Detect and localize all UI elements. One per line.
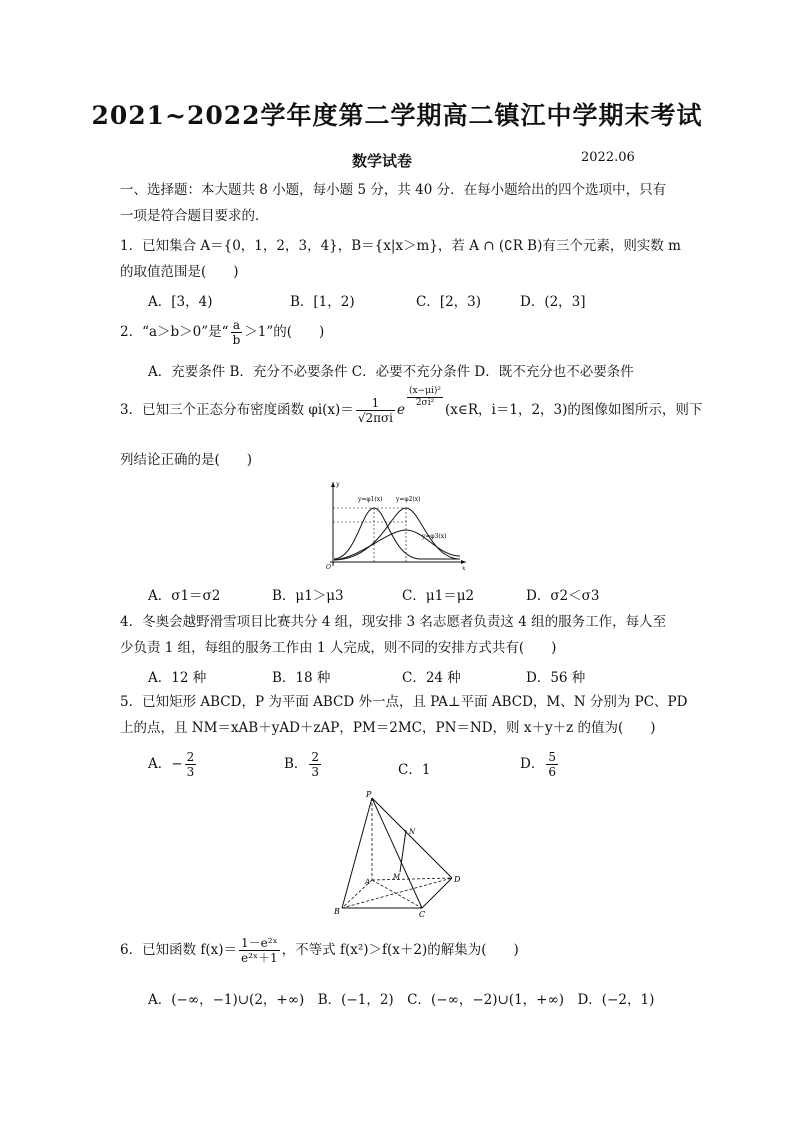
q4-option-c: C．24 种 <box>402 670 461 686</box>
q4-option-a: A．12 种 <box>148 670 207 686</box>
q6-suffix: ，不等式 f(x²)＞f(x＋2)的解集为( ) <box>281 942 519 958</box>
label-D: D <box>454 875 461 884</box>
label-M: M <box>393 873 401 881</box>
graph-label-y: y <box>336 481 340 488</box>
q5-option-a <box>148 750 198 779</box>
q3-normal-curves-graph <box>320 478 470 570</box>
q5-line1: 5．已知矩形 ABCD，P 为平面 ABCD 外一点，且 PA⊥平面 ABCD，M、N 分别为 PC、PD <box>120 694 688 710</box>
q4-option-b: B．18 种 <box>272 670 331 686</box>
q2-frac-den: b <box>232 333 241 347</box>
x-axis-arrow <box>461 560 466 564</box>
q3-suffix: (x∈R，i＝1，2，3)的图像如图所示，则下 <box>445 402 703 418</box>
q3-exp-den: 2σi² <box>415 398 435 408</box>
exam-date: 2022.06 <box>581 150 635 165</box>
q5-option-b <box>284 750 323 779</box>
q6-frac-num: 1－e²ˣ <box>241 936 278 950</box>
graph-label-x: x <box>462 565 466 570</box>
q3-stem <box>120 386 703 425</box>
q5-option-b-den: 3 <box>311 765 320 779</box>
exam-title: 2021~2022学年度第二学期高二镇江中学期末考试 <box>91 101 703 130</box>
q2-suffix: ＞1”的( ) <box>244 324 325 340</box>
edge-AD <box>372 878 452 880</box>
q3-option-a: A．σ1＝σ2 <box>148 588 221 604</box>
q2-stem <box>120 318 324 347</box>
q2-options: A．充要条件 B．充分不必要条件 C．必要不充分条件 D．既不充分也不必要条件 <box>148 364 634 380</box>
q6-stem <box>120 936 519 965</box>
edge-CD <box>422 878 452 908</box>
graph-label-phi2: y=φ2(x) <box>396 496 421 503</box>
q6-options: A．(−∞，−1)∪(2，+∞) B．(−1，2) C．(−∞，−2)∪(1，+∞) D．(−2，1) <box>148 992 655 1008</box>
q5-option-b-label: B． <box>284 756 308 772</box>
q5-option-d-frac <box>546 750 558 779</box>
q3-exp-e: e <box>397 402 406 418</box>
graph-label-phi3: y=φ3(x) <box>422 533 447 540</box>
q5-line2: 上的点，且 NM＝xAB＋yAD＋zAP，PM＝2MC，PN＝ND，则 x＋y＋z 的值为( ) <box>120 720 656 736</box>
edge-PD <box>372 798 452 878</box>
q5-option-d <box>520 750 560 779</box>
edge-PB <box>342 798 372 908</box>
q3-fraction <box>356 396 395 425</box>
q1-option-b: B．[1，2) <box>290 294 355 310</box>
edge-PC <box>372 798 422 908</box>
section-intro-line2: 一项是符合题目要求的． <box>120 208 269 224</box>
q3-option-c: C．μ1＝μ2 <box>402 588 475 604</box>
section-intro-line1: 一、选择题：本大题共 8 小题，每小题 5 分，共 40 分．在每小题给出的四个选项中，只有 <box>120 182 667 198</box>
q2-prefix: 2．“a＞b＞0”是“ <box>120 324 229 340</box>
q5-option-b-frac <box>309 750 321 779</box>
q1-option-a: A．[3，4) <box>148 294 213 310</box>
q3-exponent <box>407 386 443 409</box>
q5-option-a-frac <box>185 750 197 779</box>
q3-frac-num: 1 <box>356 396 395 411</box>
graph-label-origin: O <box>326 564 331 570</box>
q3-exp-num: (x−μi)² <box>409 386 441 396</box>
q5-option-c <box>398 758 430 778</box>
q2-frac-num: a <box>231 318 243 333</box>
label-B: B <box>334 907 340 916</box>
q3-frac-den: √2πσi <box>357 411 394 425</box>
q5-option-c-label: C．1 <box>398 762 431 778</box>
q5-pyramid-figure <box>330 790 465 918</box>
q6-prefix: 6．已知函数 f(x)＝ <box>120 942 238 958</box>
q3-prefix: 3．已知三个正态分布密度函数 φi(x)＝ <box>120 402 354 418</box>
q5-option-d-num: 5 <box>548 750 556 764</box>
y-axis-arrow <box>331 482 335 487</box>
q5-option-a-den: 3 <box>186 765 195 779</box>
label-N: N <box>409 828 416 836</box>
q3-option-d: D．σ2＜σ3 <box>526 588 600 604</box>
q1-option-d: D．(2，3] <box>520 294 586 310</box>
q6-fraction <box>239 936 280 965</box>
q3-option-b: B．μ1＞μ3 <box>272 588 344 604</box>
label-A: A <box>365 878 371 886</box>
q5-option-a-label: A．− <box>148 756 183 772</box>
q1-option-c: C．[2，3) <box>416 294 482 310</box>
q4-line2: 少负责 1 组，每组的服务工作由 1 人完成，则不同的安排方式共有( ) <box>120 640 557 656</box>
q6-frac-den: e²ˣ＋1 <box>241 951 278 965</box>
q5-option-d-label: D． <box>520 756 545 772</box>
q3-line2: 列结论正确的是( ) <box>120 452 253 468</box>
q4-line1: 4．冬奥会越野滑雪项目比赛共分 4 组，现安排 3 名志愿者负责这 4 组的服务工作，每人至 <box>120 614 667 630</box>
q1-line2: 的取值范围是( ) <box>120 264 239 280</box>
diag-BD <box>342 878 452 908</box>
diag-AC <box>372 880 422 908</box>
q5-option-a-num: 2 <box>186 750 195 764</box>
q2-fraction <box>231 318 243 347</box>
q1-line1: 1．已知集合 A＝{0，1，2，3，4}，B＝{x|x＞m}，若 A ∩ (∁R B)有三个元素，则实数 m <box>120 238 681 254</box>
q5-option-b-num: 2 <box>311 750 320 764</box>
q5-option-d-den: 6 <box>548 765 556 779</box>
exam-subtitle: 数学试卷 <box>352 152 413 170</box>
label-C: C <box>419 910 426 918</box>
label-P: P <box>366 790 372 799</box>
q4-option-d: D．56 种 <box>526 670 586 686</box>
graph-label-phi1: y=φ1(x) <box>358 496 383 503</box>
